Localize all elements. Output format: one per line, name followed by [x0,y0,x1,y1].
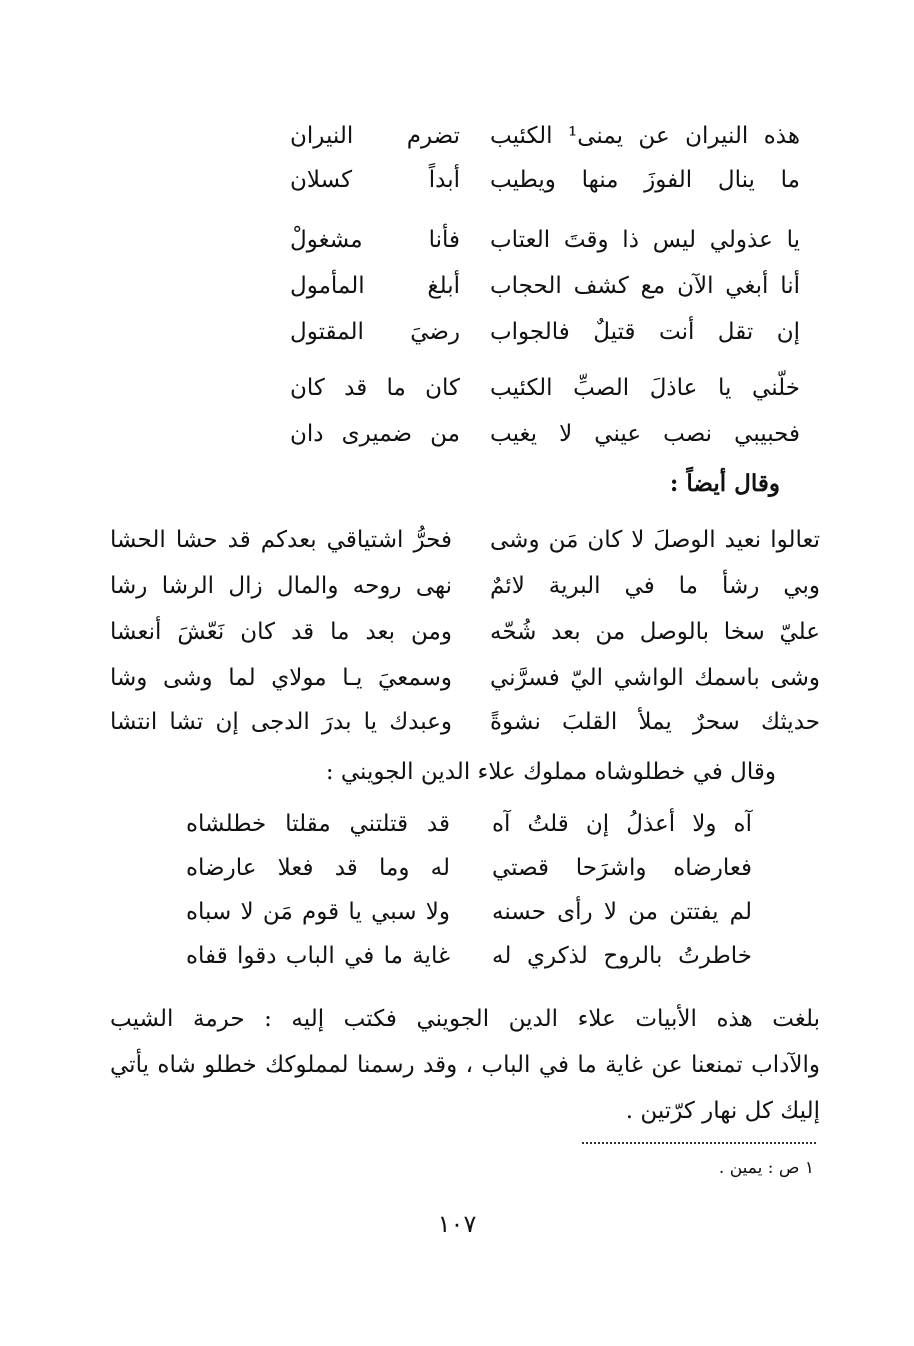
verse-first-hemistich: آه ولا أعذلُ إن قلتُ آه [492,811,752,837]
verse-line [186,848,752,888]
page-number: ١٠٧ [437,1210,477,1238]
verse-first-hemistich: يا عذولي ليس ذا وقتَ العتاب [490,227,800,253]
footnote: ١ ص : يمين . [718,1158,814,1178]
prose-line: إليك كل نهار كرّتين . [625,1098,820,1124]
verse-second-hemistich: من ضميرى دان [290,421,460,447]
verse-line [280,266,800,306]
verse-first-hemistich: وبي رشأ ما في البرية لائمٌ [490,573,820,599]
verse-line [110,520,820,560]
verse-line [110,566,820,606]
verse-line [280,414,800,454]
prose-line: بلغت هذه الأبيات علاء الدين الجويني فكتب إليه : حرمة الشيب [110,1006,820,1032]
section-heading: وقال أيضاً : [669,470,780,497]
verse-first-hemistich: خلّني يا عاذلَ الصبِّ الكئيب [490,375,800,401]
verse-first-hemistich: فحبيبي نصب عيني لا يغيب [490,421,800,447]
verse-second-hemistich: ولا سبي يا قوم مَن لا سباه [186,899,450,925]
verse-line [186,936,752,976]
verse-second-hemistich: ومن بعد ما قد كان نَعّشَ أنعشا [110,619,452,645]
verse-first-hemistich: وشى باسمك الواشي اليّ فسرَّني [490,665,820,691]
verse-line [110,612,820,652]
verse-second-hemistich: غاية ما في الباب دقوا قفاه [186,943,450,969]
verse-second-hemistich: كان ما قد كان [290,375,460,401]
verse-first-hemistich: إن تقل أنت قتيلٌ فالجواب [490,319,800,345]
verse-second-hemistich: أبلغ المأمول [290,273,460,299]
verse-first-hemistich: عليّ سخا بالوصل من بعد شُحّه [490,619,820,645]
section-heading: وقال في خطلوشاه مملوك علاء الدين الجويني : [325,759,776,785]
verse-first-hemistich: أنا أبغي الآن مع كشف الحجاب [490,273,800,299]
verse-first-hemistich: تعالوا نعيد الوصلَ لا كان مَن وشى [490,527,820,553]
verse-second-hemistich: قد قتلتني مقلتا خطلشاه [186,811,450,837]
verse-second-hemistich: تضرم النيران [290,123,460,149]
verse-first-hemistich: ما ينال الفوزَ منها ويطيب [490,167,800,193]
verse-first-hemistich: لم يفتتن من لا رأى حسنه [492,899,752,925]
verse-line [280,220,800,260]
verse-line [110,702,820,742]
verse-line [110,658,820,698]
verse-second-hemistich: وسمعيَ يـا مولاي لما وشى وشا [110,665,452,691]
verse-second-hemistich: فأنا مشغولْ [290,227,460,253]
verse-line [280,160,800,200]
verse-first-hemistich: فعارضاه واشرَحا قصتي [492,855,752,881]
verse-second-hemistich: له وما قد فعلا عارضاه [186,855,450,881]
verse-second-hemistich: نهى روحه والمال زال الرشا رشا [110,573,452,599]
verse-second-hemistich: رضيَ المقتول [290,319,460,345]
verse-line [280,312,800,352]
verse-second-hemistich: فحرُّ اشتياقي بعدكم قد حشا الحشا [110,527,452,553]
verse-first-hemistich: هذه النيران عن يمنى¹ الكئيب [490,123,800,149]
verse-line [280,116,800,156]
verse-line [280,368,800,408]
verse-first-hemistich: خاطرتُ بالروح لذكري له [492,943,752,969]
verse-second-hemistich: أبداً كسلان [290,167,460,193]
verse-second-hemistich: وعبدك يا بدرَ الدجى إن تشا انتشا [110,709,452,735]
verse-line [186,804,752,844]
verse-first-hemistich: حديثك سحرٌ يملأ القلبَ نشوةً [490,709,820,735]
footnote-divider [582,1142,816,1144]
prose-line: والآداب تمنعنا عن غاية ما في الباب ، وقد رسمنا لمملوكك خطلو شاه يأتي [110,1052,820,1078]
verse-line [186,892,752,932]
